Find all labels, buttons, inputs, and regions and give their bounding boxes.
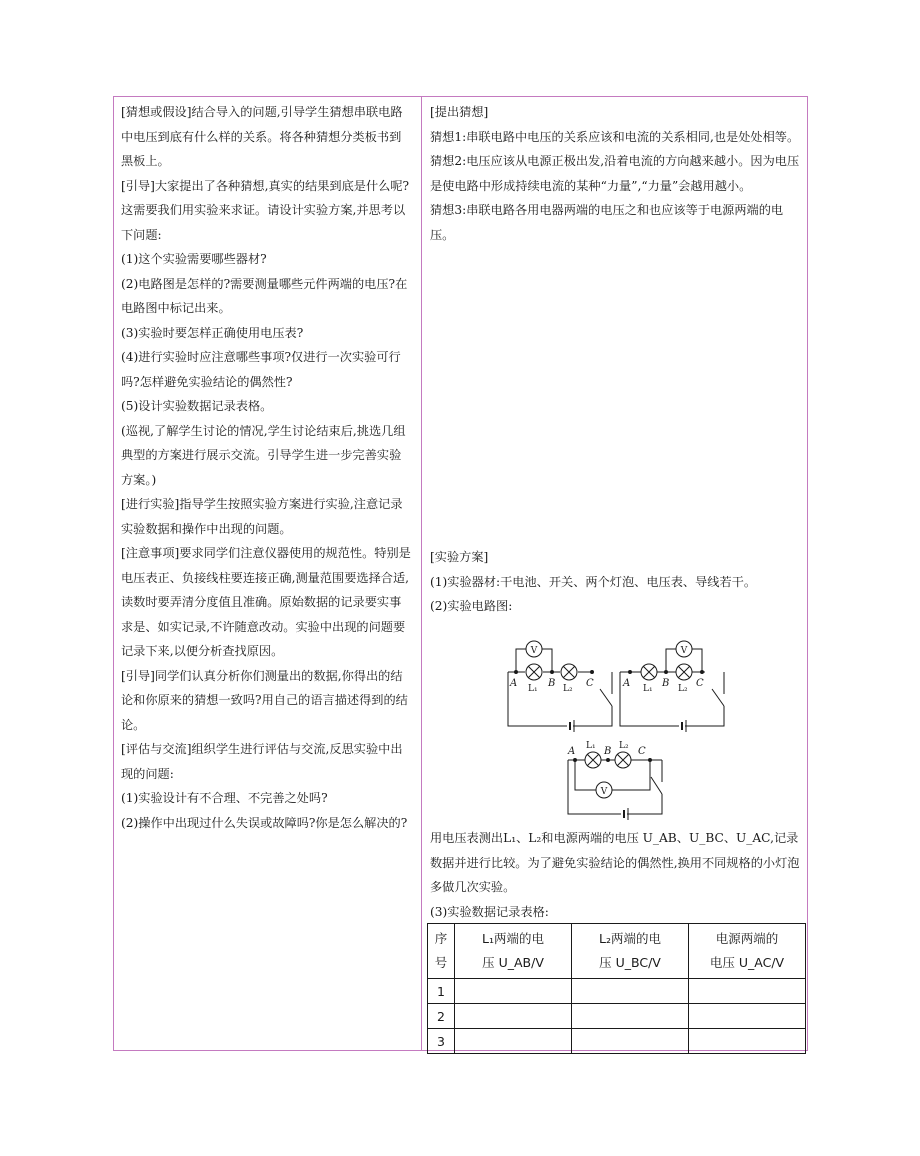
table-header-row [428, 924, 806, 979]
table-cell: 2 [428, 1004, 455, 1029]
lamp-2-label: L₂ [678, 684, 688, 694]
node-a-label: A [510, 678, 518, 689]
hypotheses-heading: [提出猜想] [430, 105, 489, 119]
lamp-1-label: L₁ [528, 684, 538, 694]
table-row [428, 1004, 806, 1029]
table-row [428, 1029, 806, 1054]
lamp-2-label: L₂ [563, 684, 573, 694]
col-header-uac: 电源两端的 电压 U_AC/V [689, 924, 806, 979]
patrol-note: (巡视,了解学生讨论的情况,学生讨论结束后,挑选几组典型的方案进行展示交流。引导学生进一步完善实验方案。) [121, 423, 406, 487]
precautions-paragraph: [注意事项]要求同学们注意仪器使用的规范性。特别是电压表正、负接线柱要连接正确,测量范围要选择合适,读数时要弄清分度值且准确。原始数据的记录要实事求是、如实记录,不许随意改动。实验中出现的问题要记录下来,以便分析查找原因。 [121, 546, 411, 658]
table-cell [455, 979, 572, 1004]
table-heading: (3)实验数据记录表格: [430, 904, 549, 919]
guide-paragraph: [引导]大家提出了各种猜想,真实的结果到底是什么呢?这需要我们用实验来求证。请设计实验方案,并思考以下问题: [121, 178, 410, 242]
hypothesis-3: 猜想3:串联电路各用电器两端的电压之和也应该等于电源两端的电压。 [430, 203, 784, 242]
data-record-table [427, 923, 806, 1054]
circuit-diagram-2 [620, 641, 724, 732]
lamp-1-label: L₁ [586, 741, 596, 751]
node-c-label: C [696, 678, 704, 689]
node-c-label: C [586, 678, 594, 689]
table-cell [572, 1029, 689, 1054]
experiment-plan-section [430, 545, 802, 619]
table-cell [572, 979, 689, 1004]
question-2: (2)电路图是怎样的?需要测量哪些元件两端的电压?在电路图中标记出来。 [121, 276, 408, 315]
hypothesis-2: 猜想2:电压应该从电源正极出发,沿着电流的方向越来越小。因为电压是使电路中形成持续电流的某种“力量”,“力量”会越用越小。 [430, 154, 800, 193]
question-5: (5)设计实验数据记录表格。 [121, 399, 273, 413]
table-cell [572, 1004, 689, 1029]
node-a-label: A [623, 678, 631, 689]
table-cell: 1 [428, 979, 455, 1004]
table-cell [689, 1004, 806, 1029]
lamp-1-label: L₁ [643, 684, 653, 694]
experiment-paragraph: [进行实验]指导学生按照实验方案进行实验,注意记录实验数据和操作中出现的问题。 [121, 497, 403, 536]
table-cell [689, 1029, 806, 1054]
table-cell: 3 [428, 1029, 455, 1054]
col-header-uab: L₁两端的电 压 U_AB/V [455, 924, 572, 979]
question-3: (3)实验时要怎样正确使用电压表? [121, 325, 304, 340]
measurement-paragraph: 用电压表测出L₁、L₂和电源两端的电压 U_AB、U_BC、U_AC,记录数据并进行比较。为了避免实验结论的偶然性,换用不同规格的小灯泡多做几次实验。 [430, 831, 800, 894]
evaluation-paragraph: [评估与交流]组织学生进行评估与交流,反思实验中出现的问题: [121, 742, 403, 781]
voltmeter-label: V [530, 646, 538, 656]
col-header-ubc: L₂两端的电 压 U_BC/V [572, 924, 689, 979]
equipment-list: (1)实验器材:干电池、开关、两个灯泡、电压表、导线若干。 [430, 574, 757, 589]
node-a-label: A [568, 746, 576, 757]
evaluation-question-1: (1)实验设计有不合理、不完善之处吗? [121, 791, 328, 805]
measurement-description [430, 826, 802, 924]
node-b-label: B [662, 678, 670, 689]
question-4: (4)进行实验时应注意哪些事项?仅进行一次实验可行吗?怎样避免实验结论的偶然性? [121, 350, 401, 389]
circuit-diagram-1 [508, 641, 612, 732]
col-header-index: 序 号 [428, 924, 455, 979]
table-cell [455, 1029, 572, 1054]
plan-heading: [实验方案] [430, 550, 489, 564]
guide-analysis-paragraph: [引导]同学们认真分析你们测量出的数据,你得出的结论和你原来的猜想一致吗?用自己的语言描述得到的结论。 [121, 668, 408, 732]
node-c-label: C [638, 746, 646, 757]
student-hypotheses-column [430, 100, 802, 247]
table-row [428, 979, 806, 1004]
hypothesis-1: 猜想1:串联电路中电压的关系应该和电流的关系相同,也是处处相等。 [430, 129, 800, 144]
lamp-2-label: L₂ [619, 741, 629, 751]
node-b-label: B [548, 678, 556, 689]
voltmeter-label: V [600, 787, 608, 797]
evaluation-question-2: (2)操作中出现过什么失误或故障吗?你是怎么解决的? [121, 815, 408, 830]
hypothesis-paragraph: [猜想或假设]结合导入的问题,引导学生猜想串联电路中电压到底有什么样的关系。将各种猜想分类板书到黑板上。 [121, 105, 403, 168]
voltmeter-label: V [680, 646, 688, 656]
circuit-diagram-3 [567, 741, 662, 820]
table-cell [689, 979, 806, 1004]
column-divider [421, 96, 422, 1051]
circuit-heading: (2)实验电路图: [430, 599, 513, 613]
teacher-activity-column [121, 100, 411, 835]
node-b-label: B [604, 746, 612, 757]
circuit-diagrams [430, 634, 802, 824]
table-cell [455, 1004, 572, 1029]
question-1: (1)这个实验需要哪些器材? [121, 252, 267, 266]
